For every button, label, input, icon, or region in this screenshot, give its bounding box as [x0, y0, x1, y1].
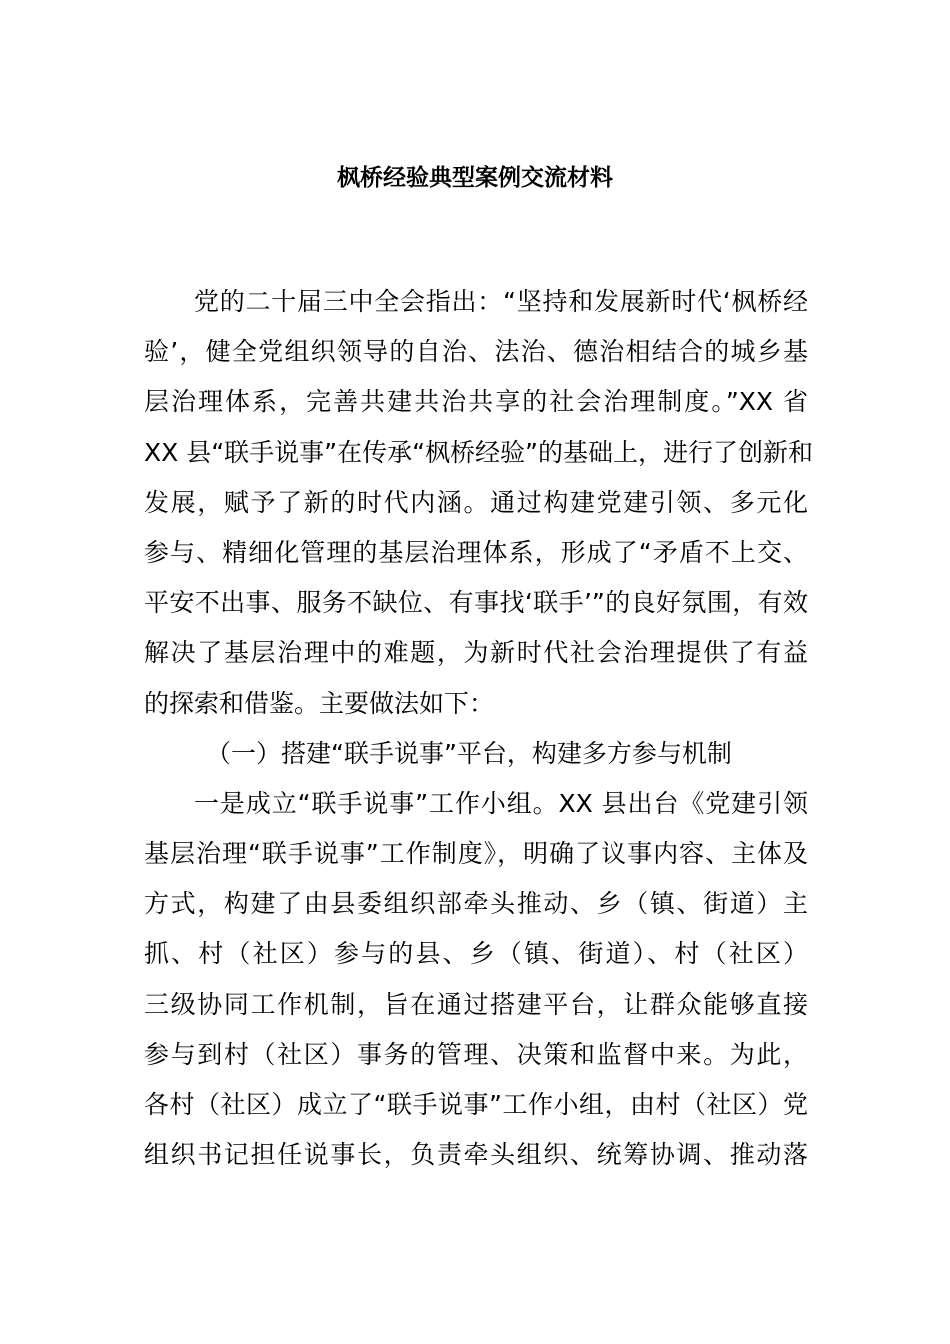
- document-title: 枫桥经验典型案例交流材料: [337, 165, 613, 191]
- paragraph-line: 各村（社区）成立了“联手说事”工作小组，由村（社区）党: [144, 1090, 808, 1119]
- paragraph-line: XX 县“联手说事”在传承“枫桥经验”的基础上，进行了创新和: [144, 437, 814, 467]
- paragraph-line: 层治理体系，完善共建共治共享的社会治理制度。”XX 省: [144, 387, 808, 417]
- paragraph-line: 三级协同工作机制，旨在通过搭建平台，让群众能够直接: [144, 989, 808, 1019]
- paragraph-line: 解决了基层治理中的难题，为新时代社会治理提供了有益: [144, 638, 808, 668]
- paragraph-line: 组织书记担任说事长，负责牵头组织、统筹协调、推动落: [144, 1140, 808, 1170]
- paragraph-line: 的探索和借鉴。主要做法如下：: [144, 688, 495, 718]
- paragraph-line: 党的二十届三中全会指出：“坚持和发展新时代‘枫桥经: [194, 287, 808, 316]
- paragraph-line: 一是成立“联手说事”工作小组。XX 县出台《党建引领: [194, 788, 808, 818]
- paragraph-line: 发展，赋予了新的时代内涵。通过构建党建引领、多元化: [144, 487, 808, 517]
- paragraph-line: 验’，健全党组织领导的自治、法治、德治相结合的城乡基: [144, 337, 808, 367]
- section-heading: （一）搭建“联手说事”平台，构建多方参与机制: [206, 738, 732, 768]
- document-body: [144, 277, 814, 1180]
- paragraph-line: 基层治理“联手说事”工作制度》，明确了议事内容、主体及: [144, 839, 808, 869]
- paragraph-line: 参与到村（社区）事务的管理、决策和监督中来。为此，: [144, 1039, 808, 1069]
- paragraph-line: 抓、村（社区）参与的县、乡（镇、街道）、村（社区）: [144, 939, 808, 969]
- paragraph-line: 参与、精细化管理的基层治理体系，形成了“矛盾不上交、: [144, 537, 808, 567]
- paragraph-line: 平安不出事、服务不缺位、有事找‘联手’”的良好氛围，有效: [144, 588, 808, 618]
- paragraph-line: 方式，构建了由县委组织部牵头推动、乡（镇、街道）主: [144, 889, 808, 919]
